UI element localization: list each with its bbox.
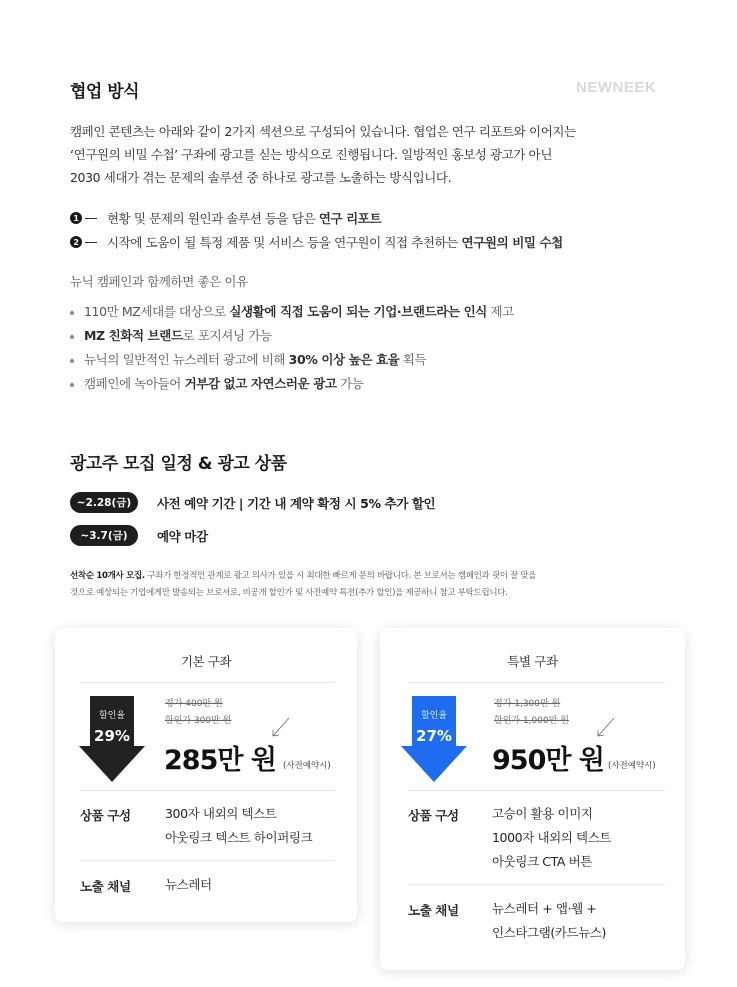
price-pointer-icon [592,716,618,740]
final-price: 285만 원 [164,745,276,776]
item-text: 시작에 도움이 될 특정 제품 및 서비스 등을 연구원이 직접 추천하는 [107,235,462,250]
discount-arrow-icon [401,696,467,784]
composition-list [165,802,312,850]
list-item: 뉴스레터 [165,877,212,892]
channel-list [165,873,212,897]
divider [408,682,665,683]
section-title-schedule: 광고주 모집 일정 & 광고 상품 [70,454,287,474]
composition-label: 상품 구성 [80,808,131,823]
list-price: 정가 400만 원 [165,699,223,709]
discount-rate: 29% [94,727,130,745]
discount-rate: 27% [416,727,452,745]
card-title: 특별 구좌 [507,654,558,669]
item-bold-text: 연구원의 비밀 수첩 [461,235,563,250]
list-item: MZ 친화적 브랜드로 포지셔닝 가능 [70,324,514,348]
list-item: 캠페인에 녹아들어 거부감 없고 자연스러운 광고 가능 [70,372,514,396]
reasons-list [70,300,514,396]
dash-divider [85,218,97,219]
composition-label: 상품 구성 [408,808,459,823]
intro-paragraph [70,120,576,189]
discount-label: 할인율 [420,711,448,721]
schedule-text: 예약 마감 [157,528,208,544]
bullet-icon [70,359,74,363]
list-item: 아웃링크 텍스트 하이퍼링크 [165,830,313,845]
notice-text: 선착순 10개사 모집. 구좌가 한정적인 관계로 광고 의사가 있을 시 최대한 빠르게 문의 바랍니다. 본 브로셔는 캠페인과 핏이 잘 맞을 것으로 예상되는 기업에게만 발송되는 브로셔로, 비공개 할인가 및 사전예약 특전(추가 할인)을 제공하니 참고 부탁드립니다. [70,571,537,598]
channel-label: 노출 채널 [80,879,131,894]
divider [408,884,665,885]
intro-line: ‘연구원의 비밀 수첩’ 구좌에 광고를 싣는 방식으로 진행됩니다. 일방적인 홍보성 광고가 아닌 [70,147,553,162]
bullet-icon [70,311,74,315]
number-1-icon: 1 [70,212,82,224]
channel-label: 노출 채널 [408,903,459,918]
date-badge: ~2.28(금) [70,492,138,513]
divider [80,790,335,791]
schedule-text: 사전 예약 기간 | 기간 내 계약 확정 시 5% 추가 할인 [157,495,436,511]
discount-label: 할인율 [98,711,126,721]
composition-list [492,802,611,874]
list-item: 뉴스레터 + 앱·웹 + [492,901,597,916]
card-title: 기본 구좌 [180,654,232,669]
price-note: (사전예약시) [608,761,656,771]
dash-divider [85,242,97,243]
list-item: 고승이 활용 이미지 [492,806,593,821]
schedule-row [70,525,208,546]
channel-list [492,897,606,945]
reasons-title: 뉴닉 캠페인과 함께하면 좋은 이유 [70,274,248,289]
list-item: 300자 내외의 텍스트 [165,806,277,821]
number-2-icon: 2 [70,236,82,248]
section-item-1 [70,209,381,227]
bullet-icon [70,335,74,339]
price-note: (사전예약시) [283,761,331,771]
list-item: 인스타그램(카드뉴스) [492,925,607,940]
product-card-basic [55,628,357,922]
section-title-collaboration: 협업 방식 [70,82,140,102]
list-item: 110만 MZ세대를 대상으로 실생활에 직접 도움이 되는 기업·브랜드라는 인식 제고 [70,300,514,324]
list-price: 정가 1,300만 원 [494,699,561,709]
product-card-special [380,628,685,970]
discount-arrow-icon [79,696,145,784]
list-item: 1000자 내외의 텍스트 [492,830,612,845]
item-text: 현황 및 문제의 원인과 솔루션 등을 담은 [107,211,319,226]
discount-price: 할인가 1,000만 원 [494,716,569,726]
price-pointer-icon [267,716,293,740]
item-bold-text: 연구 리포트 [318,211,382,226]
bullet-icon [70,383,74,387]
divider [408,790,665,791]
schedule-row [70,492,435,513]
list-item: 뉴닉의 일반적인 뉴스레터 광고에 비해 30% 이상 높은 효율 획득 [70,348,514,372]
intro-line: 캠페인 콘텐츠는 아래와 같이 2가지 섹션으로 구성되어 있습니다. 협업은 연구 리포트와 이어지는 [70,124,576,139]
list-item: 아웃링크 CTA 버튼 [492,854,592,869]
discount-price: 할인가 300만 원 [165,716,232,726]
notice-bold: 선착순 10개사 모집. [70,571,145,581]
divider [80,860,335,861]
newneek-logo: NEWNEEK [576,79,657,96]
intro-line: 2030 세대가 겪는 문제의 솔루션 중 하나로 광고를 노출하는 방식입니다. [70,170,452,185]
divider [80,682,335,683]
section-item-2 [70,233,563,251]
final-price: 950만 원 [492,745,604,776]
date-badge: ~3.7(금) [70,525,138,546]
